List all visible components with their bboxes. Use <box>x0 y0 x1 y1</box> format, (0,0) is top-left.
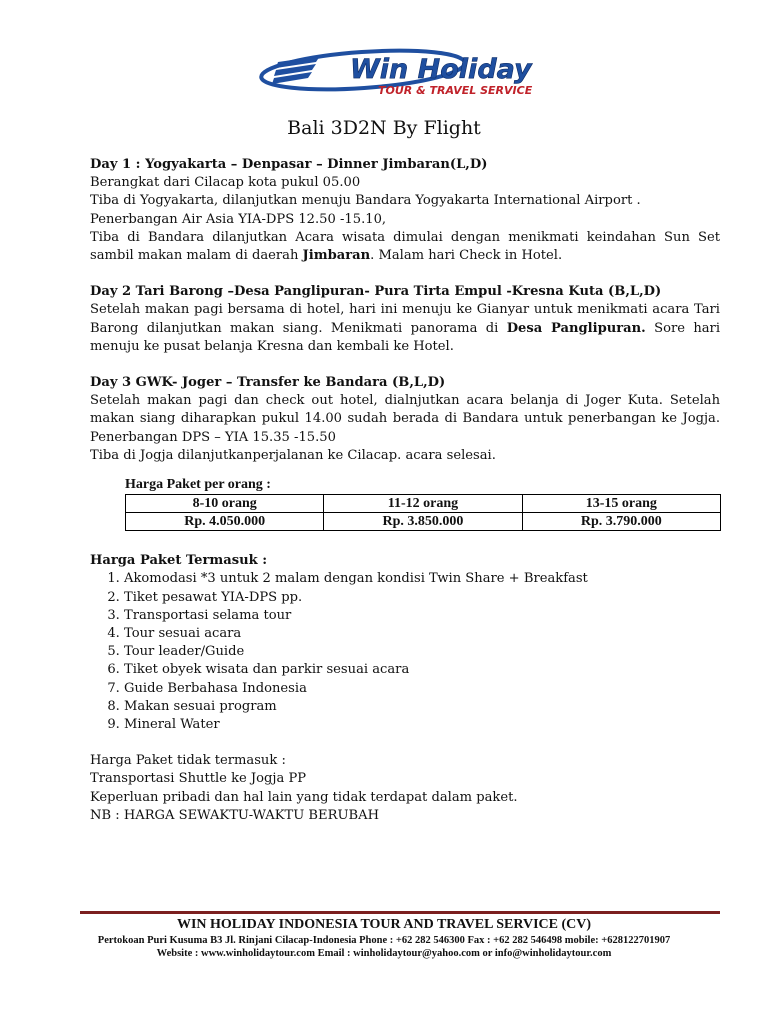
included-list <box>90 570 720 734</box>
svg-text:Win Holiday: Win Holiday <box>350 54 532 85</box>
day1-line3: Penerbangan Air Asia YIA-DPS 12.50 -15.10, <box>90 211 387 227</box>
list-item: 3. Transportasi selama tour <box>124 607 720 625</box>
price-value-cell: Rp. 4.050.000 <box>126 513 324 531</box>
day1-line1: Berangkat dari Cilacap kota pukul 05.00 <box>90 175 361 191</box>
footer-address: Pertokoan Puri Kusuma B3 Jl. Rinjani Cilacap-Indonesia Phone : +62 282 546300 Fax : +62 282 546498 mobile: +628122701907 <box>97 935 671 946</box>
price-value-cell: Rp. 3.850.000 <box>324 513 522 531</box>
day3-paragraph: Setelah makan pagi dan check out hotel, dialnjutkan acara belanja di Joger Kuta. Setelah makan siang diharapkan pukul 14.00 sudah berada di Bandara untuk penerbangan ke Jogja. Penerbangan DPS – YIA 15.35 -15.50 <box>90 393 720 445</box>
included-heading: Harga Paket Termasuk : <box>90 553 268 569</box>
excluded-line1: Transportasi Shuttle ke Jogja PP <box>90 771 307 787</box>
footer-contact: Website : www.winholidaytour.com Email : winholidaytour@yahoo.com or info@winholidaytour.com <box>156 948 612 959</box>
price-value-row <box>126 513 721 531</box>
list-item: 7. Guide Berbahasa Indonesia <box>124 680 720 698</box>
win-holiday-logo <box>258 48 558 100</box>
day2-text: Setelah makan pagi bersama di hotel, hari ini menuju ke Gianyar untuk menikmati acara Tari Barong dilanjutkan makan siang. Menikmati panorama di <box>90 302 720 336</box>
list-item: 6. Tiket obyek wisata dan parkir sesuai acara <box>124 661 720 679</box>
list-item: 8. Makan sesuai program <box>124 698 720 716</box>
list-item: 4. Tour sesuai acara <box>124 625 720 643</box>
svg-text:TOUR & TRAVEL SERVICE: TOUR & TRAVEL SERVICE <box>378 84 533 97</box>
day1-text: Tiba di Bandara dilanjutkan Acara wisata dimulai dengan menikmati keindahan Sun Set sambil makan malam di daerah <box>90 229 720 264</box>
price-table <box>125 494 721 531</box>
day2-highlight: Desa Panglipuran. <box>506 320 646 336</box>
footer <box>0 916 768 960</box>
price-label: Harga Paket per orang : <box>125 477 271 493</box>
itinerary-content <box>90 156 720 825</box>
price-header-row <box>126 495 721 513</box>
excluded-line2: Keperluan pribadi dan hal lain yang tidak terdapat dalam paket. <box>90 789 518 805</box>
list-item: 2. Tiket pesawat YIA-DPS pp. <box>124 589 720 607</box>
day1-heading: Day 1 : Yogyakarta – Denpasar – Dinner Jimbaran(L,D) <box>90 157 488 172</box>
day1-highlight: Jimbaran <box>302 248 371 264</box>
list-item: 5. Tour leader/Guide <box>124 643 720 661</box>
list-item: 1. Akomodasi *3 untuk 2 malam dengan kondisi Twin Share + Breakfast <box>124 570 720 588</box>
day3-heading: Day 3 GWK- Joger – Transfer ke Bandara (B,L,D) <box>90 375 446 391</box>
price-header-cell: 8-10 orang <box>126 495 324 513</box>
day2-heading: Day 2 Tari Barong –Desa Panglipuran- Pura Tirta Empul -Kresna Kuta (B,L,D) <box>90 284 662 300</box>
price-value-cell: Rp. 3.790.000 <box>522 513 720 531</box>
day1-text-end: . Malam hari Check in Hotel. <box>370 248 563 264</box>
day1-line2: Tiba di Yogyakarta, dilanjutkan menuju Bandara Yogyakarta International Airport . <box>90 193 641 209</box>
day2-paragraph <box>90 301 720 356</box>
page-title: Bali 3D2N By Flight <box>287 117 481 139</box>
day2-text-end: Sore hari menuju ke pusat belanja Kresna dan kembali ke Hotel. <box>90 320 721 354</box>
day1-paragraph <box>90 229 720 265</box>
price-note: NB : HARGA SEWAKTU-WAKTU BERUBAH <box>90 807 379 823</box>
footer-divider <box>80 911 720 914</box>
excluded-heading: Harga Paket tidak termasuk : <box>90 753 286 769</box>
price-header-cell: 13-15 orang <box>522 495 720 513</box>
list-item: 9. Mineral Water <box>124 716 720 734</box>
price-header-cell: 11-12 orang <box>324 495 522 513</box>
day3-line2: Tiba di Jogja dilanjutkanperjalanan ke Cilacap. acara selesai. <box>90 447 496 463</box>
footer-company: WIN HOLIDAY INDONESIA TOUR AND TRAVEL SERVICE (CV) <box>176 917 592 932</box>
